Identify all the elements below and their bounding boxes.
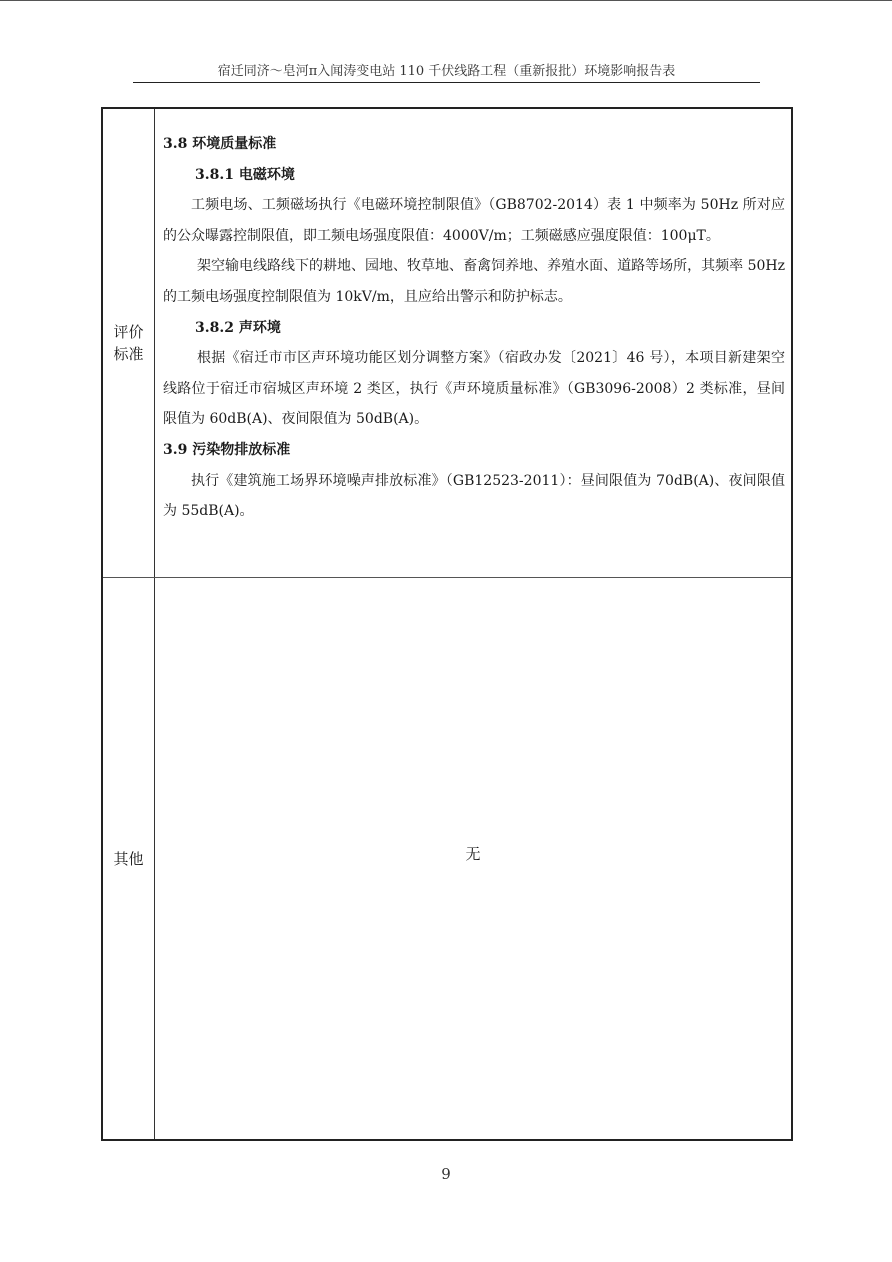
other-content-none: 无 (465, 845, 481, 863)
section-heading-3-8: 3.8 环境质量标准 (163, 136, 277, 152)
table-row-other (103, 578, 791, 1139)
section-heading-3-9: 3.9 污染物排放标准 (163, 441, 291, 458)
row-label-cell (103, 578, 155, 1139)
criteria-content (163, 129, 785, 527)
row-content-cell (155, 578, 791, 1139)
row-content-cell (155, 109, 791, 577)
page-number: 9 (441, 1165, 451, 1183)
paragraph-overhead-line-limits: 架空输电线路线下的耕地、园地、牧草地、畜禽饲养地、养殖水面、道路等场所，其频率 50Hz 的工频电场强度控制限值为 10kV/m，且应给出警示和防护标志。 (163, 258, 785, 305)
paragraph-acoustic-environment: 根据《宿迁市市区声环境功能区划分调整方案》（宿政办发〔2021〕46 号），本项目新建架空线路位于宿迁市宿城区声环境 2 类区，执行《声环境质量标准》（GB3096-2008）2 类标准，昼间限值为 60dB(A)、夜间限值为 50dB(A)。 (163, 350, 785, 428)
paragraph-power-frequency-limits: 工频电场、工频磁场执行《电磁环境控制限值》（GB8702-2014）表 1 中频率为 50Hz 所对应的公众曝露控制限值，即工频电场强度限值：4000V/m；工频磁感应强度限值：100μT。 (163, 197, 785, 244)
assessment-table (101, 107, 793, 1141)
paragraph-construction-noise: 执行《建筑施工场界环境噪声排放标准》（GB12523-2011）：昼间限值为 70dB(A)、夜间限值为 55dB(A)。 (163, 472, 785, 520)
row-label-cell (103, 109, 155, 577)
subsection-heading-3-8-2: 3.8.2 声环境 (195, 319, 281, 336)
top-border-line (0, 0, 892, 1)
row-label-evaluation-criteria: 评价标准 (113, 323, 144, 363)
header-rule (133, 82, 760, 83)
row-label-other: 其他 (113, 849, 144, 868)
subsection-heading-3-8-1: 3.8.1 电磁环境 (195, 166, 295, 183)
table-row-evaluation-criteria (103, 109, 791, 578)
running-header: 宿迁同济～皂河π入闻涛变电站 110 千伏线路工程（重新报批）环境影响报告表 (217, 64, 676, 79)
